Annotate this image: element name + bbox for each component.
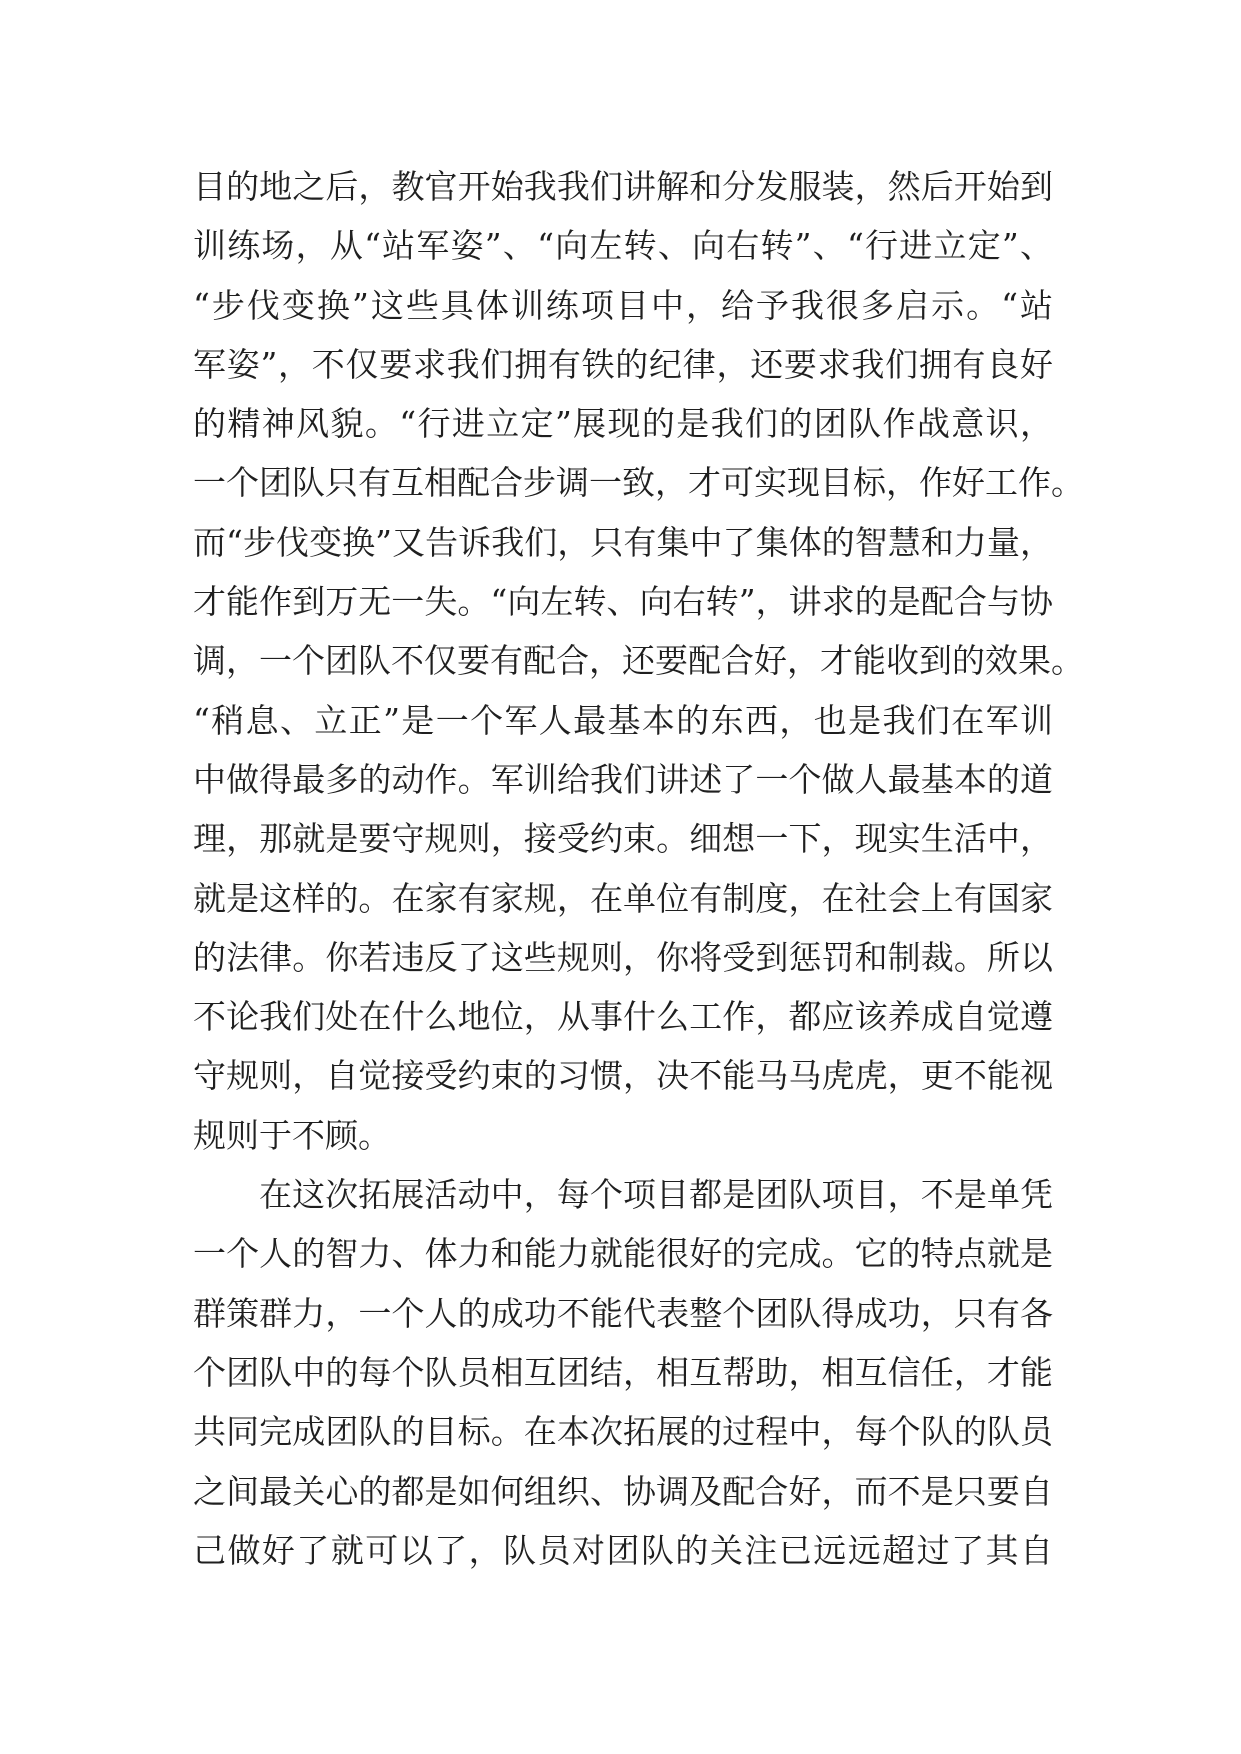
text-line: 一个人的智力、体力和能力就能很好的完成。它的特点就是 (193, 1234, 1053, 1274)
text-line: 调，一个团队不仅要有配合，还要配合好，才能收到的效果。 (193, 641, 1084, 681)
text-line: “稍息、立正”是一个军人最基本的东西，也是我们在军训 (193, 700, 1053, 740)
text-line: 而“步伐变换”又告诉我们，只有集中了集体的智慧和力量， (193, 522, 1053, 562)
text-line: 己做好了就可以了，队员对团队的关注已远远超过了其自 (193, 1530, 1053, 1570)
text-line: 守规则，自觉接受约束的习惯，决不能马马虎虎，更不能视 (193, 1056, 1053, 1096)
text-line: 的精神风貌。“行进立定”展现的是我们的团队作战意识， (193, 404, 1053, 444)
paragraph-2 (193, 1165, 1053, 1580)
text-line: 共同完成团队的目标。在本次拓展的过程中，每个队的队员 (193, 1412, 1053, 1452)
text-line: 目的地之后，教官开始我我们讲解和分发服装，然后开始到 (193, 167, 1053, 206)
text-line: 的法律。你若违反了这些规则，你将受到惩罚和制裁。所以 (193, 937, 1053, 977)
text-line: 个团队中的每个队员相互团结，相互帮助，相互信任，才能 (193, 1352, 1053, 1392)
paragraph-1 (193, 157, 1084, 1165)
text-line: 才能作到万无一失。“向左转、向右转”，讲求的是配合与协 (193, 582, 1053, 622)
text-line: 理，那就是要守规则，接受约束。细想一下，现实生活中， (193, 819, 1053, 859)
text-line: 在这次拓展活动中，每个项目都是团队项目，不是单凭 (259, 1175, 1053, 1215)
document-body (193, 157, 1084, 1580)
text-line: 之间最关心的都是如何组织、协调及配合好，而不是只要自 (193, 1471, 1053, 1511)
text-line: 军姿”，不仅要求我们拥有铁的纪律，还要求我们拥有良好 (193, 344, 1053, 384)
text-line: 一个团队只有互相配合步调一致，才可实现目标，作好工作。 (193, 463, 1084, 503)
text-line: 规则于不顾。 (193, 1115, 391, 1155)
text-line: 中做得最多的动作。军训给我们讲述了一个做人最基本的道 (193, 759, 1053, 799)
text-line: 就是这样的。在家有家规，在单位有制度，在社会上有国家 (193, 878, 1053, 918)
text-line: 群策群力，一个人的成功不能代表整个团队得成功，只有各 (193, 1293, 1053, 1333)
text-line: 不论我们处在什么地位，从事什么工作，都应该养成自觉遵 (193, 997, 1053, 1037)
text-line: 训练场，从“站军姿”、“向左转、向右转”、“行进立定”、 (193, 226, 1053, 266)
text-line: “步伐变换”这些具体训练项目中，给予我很多启示。“站 (193, 285, 1053, 325)
